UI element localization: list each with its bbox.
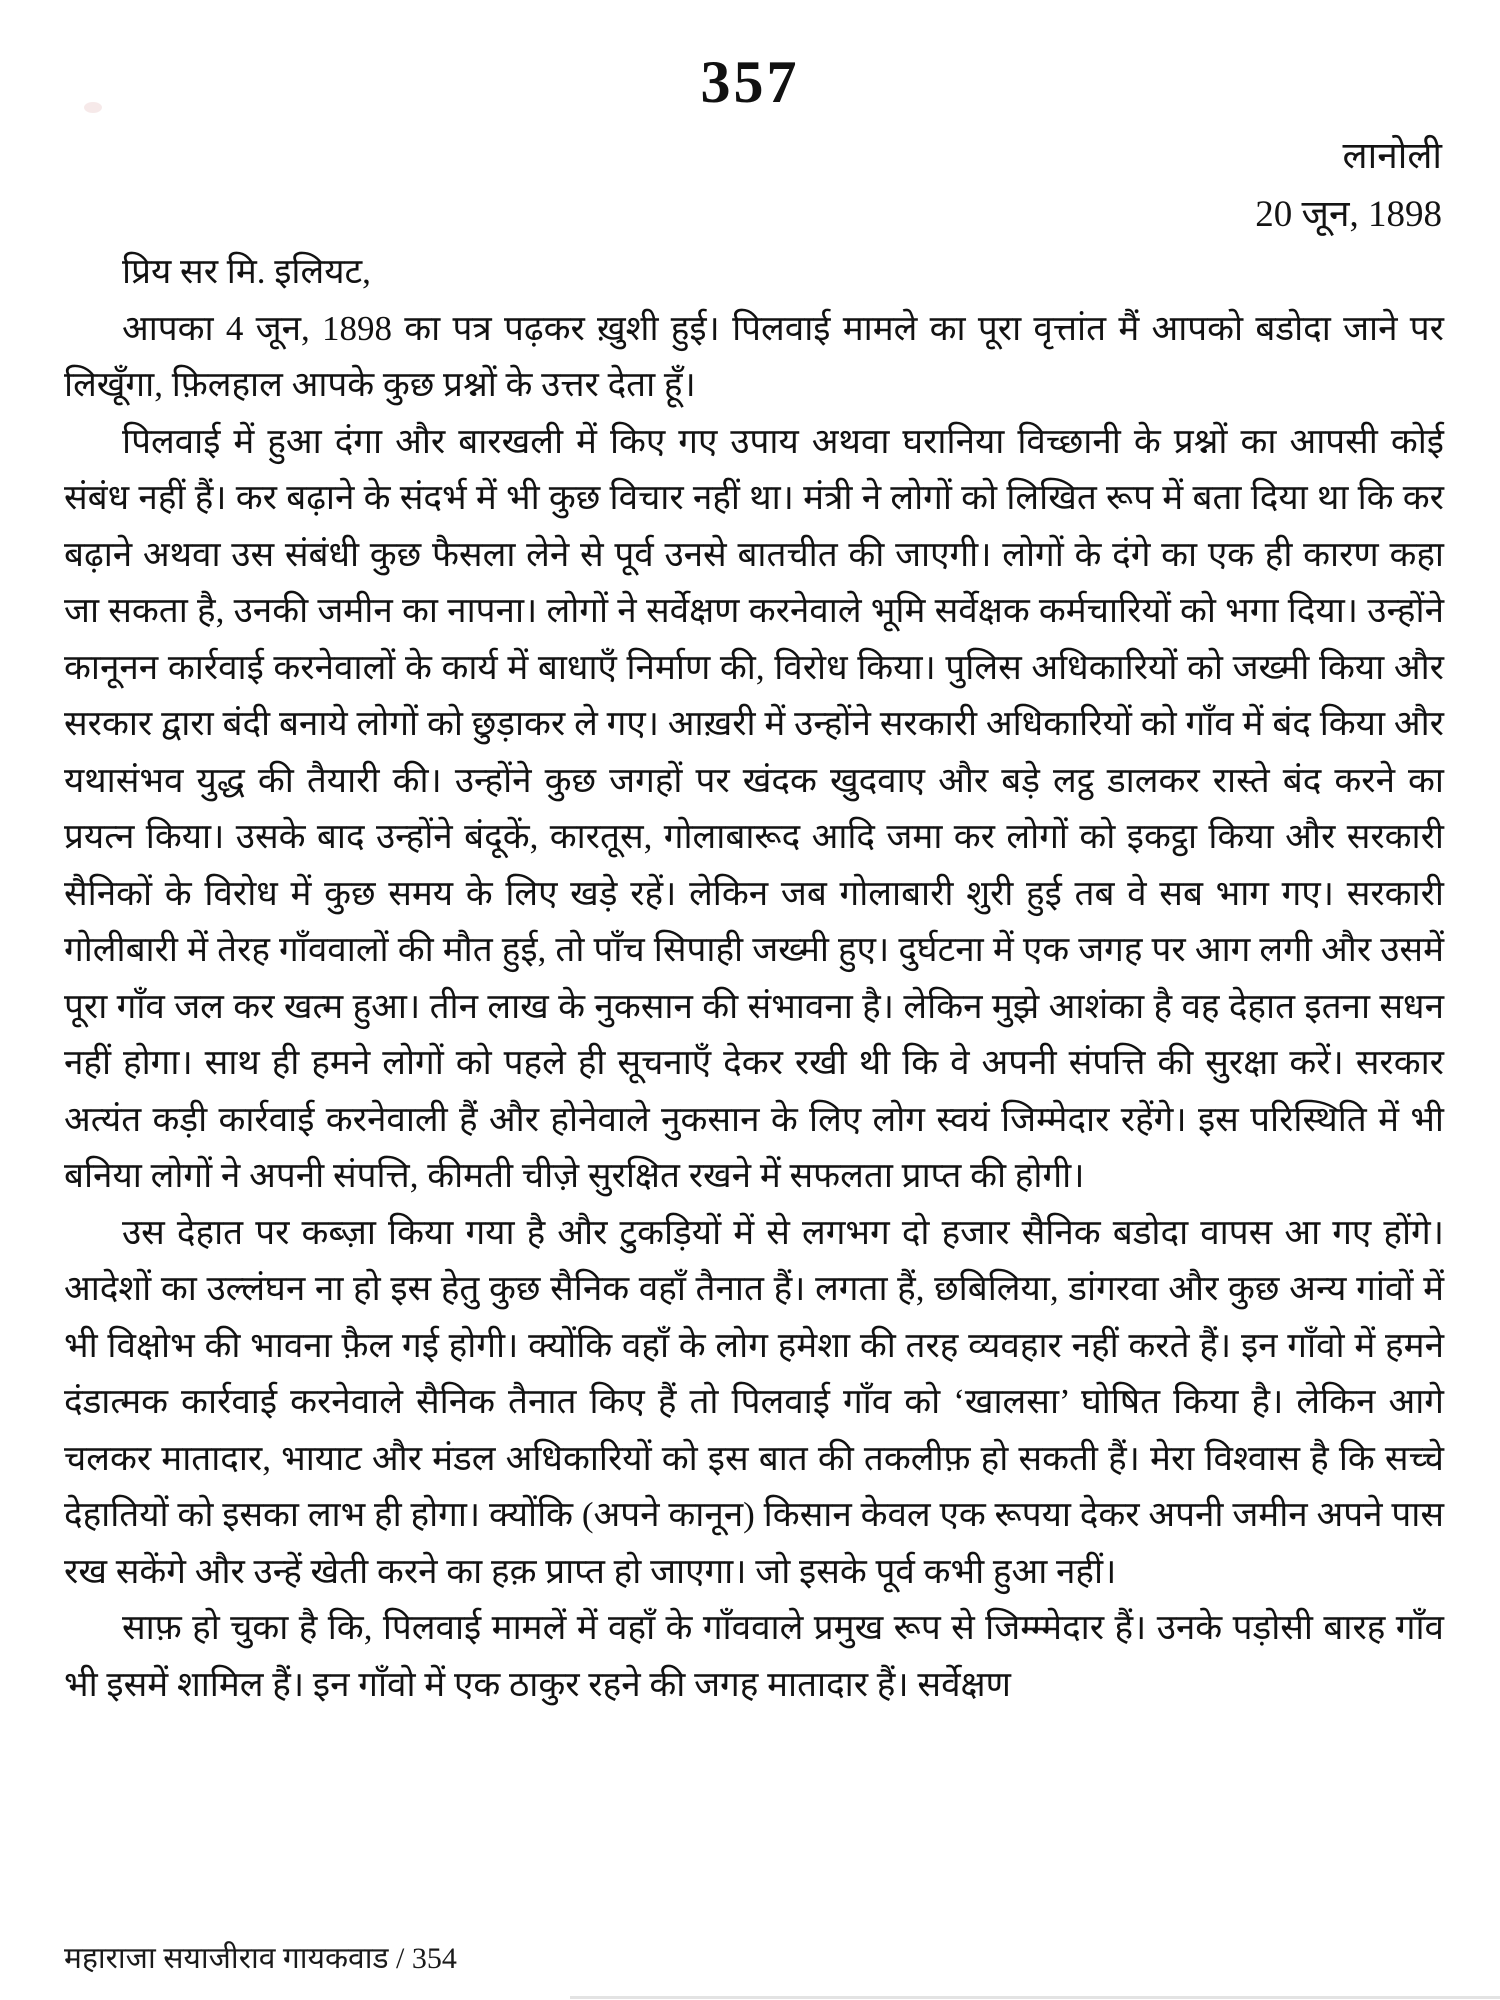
letter-paragraph-1: आपका 4 जून, 1898 का पत्र पढ़कर ख़ुशी हुई। पिलवाई मामले का पूरा वृत्तांत मैं आपको बडोदा जाने पर लिखूँगा, फ़िलहाल आपके कुछ प्रश्नों के उत्तर देता हूँ। — [64, 308, 1444, 404]
letter-paragraph-4: साफ़ हो चुका है कि, पिलवाई मामलें में वहाँ के गाँववाले प्रमुख रूप से जिम्म्मेदार हैं। उनके पड़ोसी बारह गाँव भी इसमें शामिल हैं। इन गाँवो में एक ठाकुर रहने की जगह मातादार हैं। सर्वेक्षण — [64, 1608, 1444, 1704]
letter-date: 20 जून, 1898 — [1255, 194, 1442, 235]
scan-edge-artifact — [570, 1996, 1500, 1999]
letter-place: लानोली — [1342, 136, 1442, 177]
page-number: 357 — [700, 49, 800, 115]
letter-salutation: प्रिय सर मि. इलियट, — [122, 252, 371, 291]
letter-paragraph-3: उस देहात पर कब्ज़ा किया गया है और टुकड़ियों में से लगभग दो हजार सैनिक बडोदा वापस आ गए होंगे। आदेशों का उल्लंघन ना हो इस हेतु कुछ सैनिक वहाँ तैनात हैं। लगता हैं, छबिलिया, डांगरवा और कुछ अन्य गांवों में भी विक्षोभ की भावना फ़ैल गई होगी। क्योंकि वहाँ के लोग हमेशा की तरह व्यवहार नहीं करते हैं। इन गाँवो में हमने दंडात्मक कार्रवाई करनेवाले सैनिक तैनात किए हैं तो पिलवाई गाँव को ‘खालसा’ घोषित किया है। लेकिन आगे चलकर मातादार, भायाट और मंडल अधिकारियों को इस बात की तकलीफ़ हो सकती हैं। मेरा विश्वास है कि सच्चे देहातियों को इसका लाभ ही होगा। क्योंकि (अपने कानून) किसान केवल एक रूपया देकर अपनी जमीन अपने पास रख सकेंगे और उन्हें खेती करने का हक़ प्राप्त हो जाएगा। जो इसके पूर्व कभी हुआ नहीं। — [64, 1212, 1444, 1591]
letter-paragraph-2: पिलवाई में हुआ दंगा और बारखली में किए गए उपाय अथवा घरानिया विच्छानी के प्रश्नों का आपसी कोई संबंध नहीं हैं। कर बढ़ाने के संदर्भ में भी कुछ विचार नहीं था। मंत्री ने लोगों को लिखित रूप में बता दिया था कि कर बढ़ाने अथवा उस संबंधी कुछ फैसला लेने से पूर्व उनसे बातचीत की जाएगी। लोगों के दंगे का एक ही कारण कहा जा सकता है, उनकी जमीन का नापना। लोगों ने सर्वेक्षण करनेवाले भूमि सर्वेक्षक कर्मचारियों को भगा दिया। उन्होंने कानूनन कार्रवाई करनेवालों के कार्य में बाधाएँ निर्माण की, विरोध किया। पुलिस अधिकारियों को जख्मी किया और सरकार द्वारा बंदी बनाये लोगों को छुड़ाकर ले गए। आख़री में उन्होंने सरकारी अधिकारियों को गाँव में बंद किया और यथासंभव युद्ध की तैयारी की। उन्होंने कुछ जगहों पर खंदक खुदवाए और बड़े लट्ठ डालकर रास्ते बंद करने का प्रयत्न किया। उसके बाद उन्होंने बंदूकें, कारतूस, गोलाबारूद आदि जमा कर लोगों को इकट्ठा किया और सरकारी सैनिकों के विरोध में कुछ समय के लिए खड़े रहें। लेकिन जब गोलाबारी शुरी हुई तब वे सब भाग गए। सरकारी गोलीबारी में तेरह गाँववालों की मौत हुई, तो पाँच सिपाही जख्मी हुए। दुर्घटना में एक जगह पर आग लगी और उसमें पूरा गाँव जल कर खत्म हुआ। तीन लाख के नुकसान की संभावना है। लेकिन मुझे आशंका है वह देहात इतना सधन नहीं होगा। साथ ही हमने लोगों को पहले ही सूचनाएँ देकर रखी थी कि वे अपनी संपत्ति की सुरक्षा करें। सरकार अत्यंत कड़ी कार्रवाई करनेवाली हैं और होनेवाले नुकसान के लिए लोग स्वयं जिम्मेदार रहेंगे। इस परिस्थिति में भी बनिया लोगों ने अपनी संपत्ति, कीमती चीज़े सुरक्षित रखने में सफलता प्राप्त की होगी। — [64, 421, 1444, 1195]
letter-dateline — [1255, 128, 1442, 244]
letter-body — [64, 244, 1444, 1713]
page-footer: महाराजा सयाजीराव गायकवाड / 354 — [64, 1942, 457, 1975]
